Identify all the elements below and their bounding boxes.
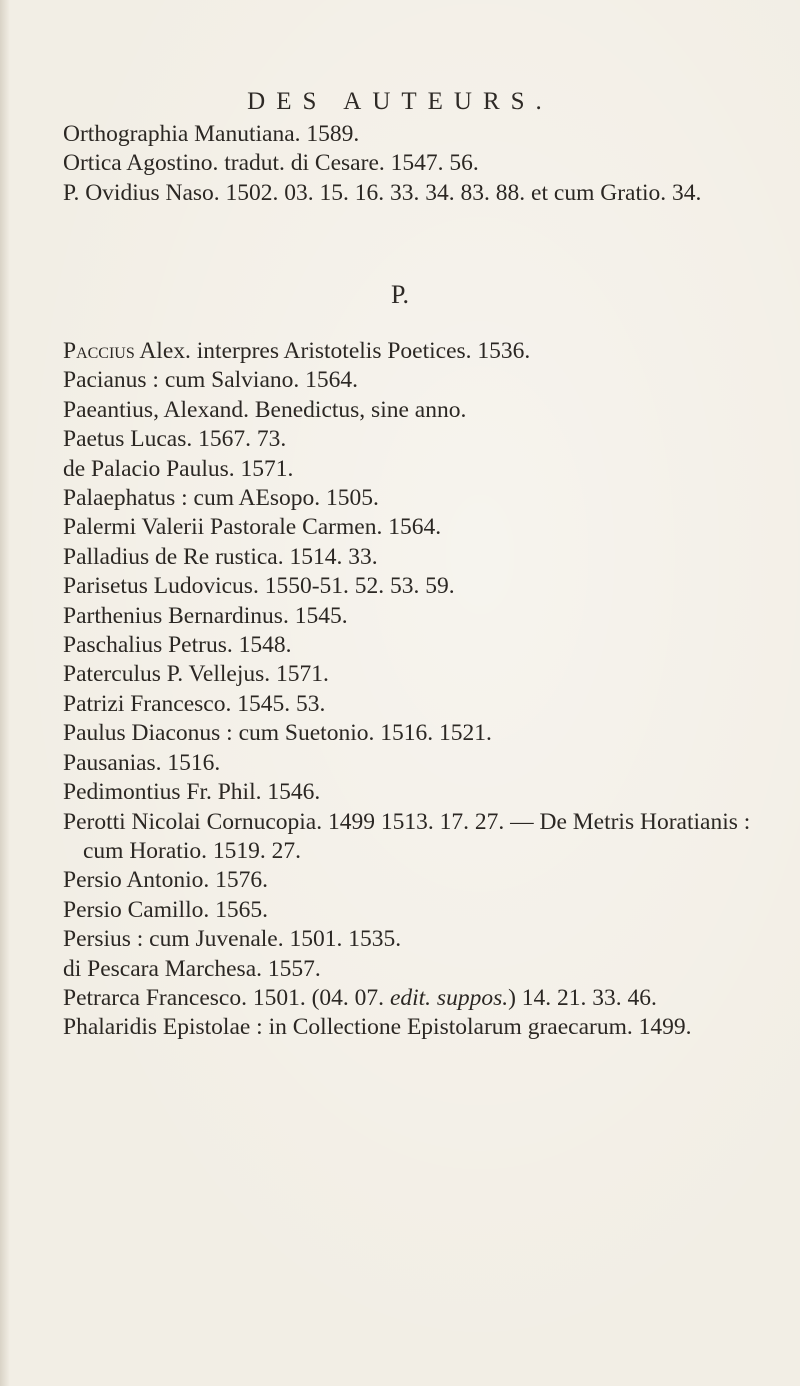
- index-entry: [63, 984, 775, 1013]
- section-heading-p: P.: [390, 280, 410, 309]
- index-entry: Palaephatus : cum AEsopo. 1505.: [63, 485, 379, 512]
- index-entry: Paschalius Petrus. 1548.: [63, 632, 292, 659]
- index-entry: Persius : cum Juvenale. 1501. 1535.: [63, 926, 402, 953]
- index-entry: Pausanias. 1516.: [63, 749, 221, 776]
- index-entry: Paeantius, Alexand. Benedictus, sine anno.: [63, 396, 467, 423]
- running-header: DES AUTEURS.: [247, 88, 553, 115]
- index-entry: de Palacio Paulus. 1571.: [63, 455, 294, 482]
- index-entry: Parisetus Ludovicus. 1550-51. 52. 53. 59.: [63, 573, 455, 600]
- index-entry: Perotti Nicolai Cornucopia. 1499 1513. 17. 27. — De Metris Horatianis : cum Horatio. 1519. 27.: [63, 808, 751, 864]
- index-entry: P. Ovidius Naso. 1502. 03. 15. 16. 33. 34. 83. 88. et cum Gratio. 34.: [63, 179, 702, 206]
- index-entry: Persio Camillo. 1565.: [63, 896, 268, 923]
- index-entries-p: [63, 337, 775, 1043]
- page-edge-shadow: [0, 0, 10, 1386]
- entry-text: ) 14. 21. 33. 46.: [508, 984, 657, 1011]
- index-entry: di Pescara Marchesa. 1557.: [63, 955, 321, 982]
- index-entry: Persio Antonio. 1576.: [63, 867, 268, 894]
- index-entry: Palladius de Re rustica. 1514. 33.: [63, 543, 378, 570]
- index-entry: Patrizi Francesco. 1545. 53.: [63, 690, 326, 717]
- index-entry: Parthenius Bernardinus. 1545.: [63, 602, 348, 629]
- index-entry: Pacianus : cum Salviano. 1564.: [63, 367, 359, 394]
- index-entry: Paetus Lucas. 1567. 73.: [63, 426, 287, 453]
- index-entry: Paterculus P. Vellejus. 1571.: [63, 661, 329, 688]
- index-entry: Phalaridis Epistolae : in Collectione Epistolarum graecarum. 1499.: [63, 1014, 692, 1041]
- index-entry: Pedimontius Fr. Phil. 1546.: [63, 779, 321, 806]
- index-entry: Orthographia Manutiana. 1589.: [63, 121, 360, 147]
- index-entry: Palermi Valerii Pastorale Carmen. 1564.: [63, 514, 442, 541]
- index-entry: [63, 337, 775, 366]
- index-entry: Ortica Agostino. tradut. di Cesare. 1547. 56.: [63, 150, 479, 177]
- entry-text: Petrarca Francesco. 1501. (04. 07.: [63, 984, 390, 1011]
- index-entry: Paulus Diaconus : cum Suetonio. 1516. 1521.: [63, 720, 492, 747]
- entry-lead-smallcaps: Paccius: [63, 338, 135, 364]
- entry-text: Alex. interpres Aristotelis Poetices. 1536.: [134, 338, 531, 364]
- entry-italic-note: edit. suppos.: [389, 984, 509, 1011]
- index-entries-o: [63, 120, 775, 208]
